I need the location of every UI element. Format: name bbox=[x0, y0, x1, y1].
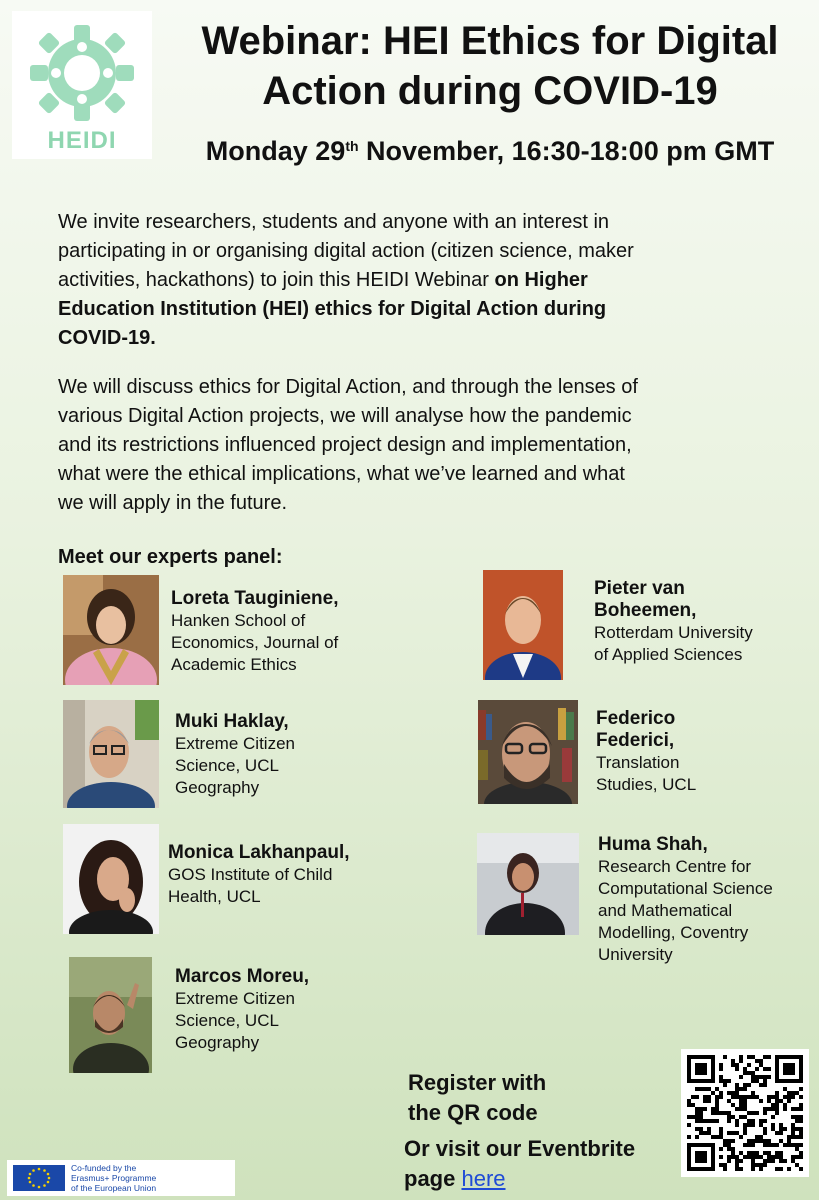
webinar-date bbox=[165, 136, 815, 167]
expert-affiliation-line: Studies, UCL bbox=[596, 775, 697, 794]
visit-line: Or visit our Eventbrite bbox=[404, 1136, 636, 1161]
expert-affiliation-line: Hanken School of bbox=[171, 611, 306, 630]
register-text bbox=[408, 1068, 588, 1128]
expert-name: Monica Lakhanpaul, bbox=[168, 842, 350, 863]
intro-line: and its restrictions influenced project design and implementation, bbox=[58, 434, 632, 456]
expert-text-huma bbox=[598, 834, 813, 966]
expert-affiliation-line: Health, UCL bbox=[168, 887, 261, 906]
date-sup: th bbox=[345, 138, 359, 154]
expert-text-loreta bbox=[171, 588, 391, 676]
expert-name: Boheemen, bbox=[594, 600, 697, 621]
expert-name: Loreta Tauginiene, bbox=[171, 588, 339, 609]
eu-flag-icon bbox=[13, 1165, 65, 1191]
expert-affiliation-line: Translation bbox=[596, 753, 680, 772]
intro-paragraph-2 bbox=[58, 373, 758, 518]
register-line: Register with bbox=[408, 1070, 547, 1095]
intro-line bbox=[58, 266, 758, 295]
intro-line: participating in or organising digital action (citizen science, maker bbox=[58, 240, 634, 262]
expert-affiliation-line: Extreme Citizen bbox=[175, 734, 295, 753]
expert-affiliation-line: Research Centre for bbox=[598, 857, 752, 876]
expert-name: Huma Shah, bbox=[598, 834, 708, 855]
expert-photo-federico bbox=[478, 700, 578, 804]
intro-bold-text: Education Institution (HEI) ethics for Digital Action during bbox=[58, 298, 607, 320]
expert-photo-loreta bbox=[63, 575, 159, 685]
register-line: the QR code bbox=[408, 1100, 538, 1125]
expert-affiliation-line: Academic Ethics bbox=[171, 655, 297, 674]
expert-affiliation-line: Extreme Citizen bbox=[175, 989, 295, 1008]
expert-text-federico bbox=[596, 708, 796, 796]
intro-bold-text: COVID-19. bbox=[58, 327, 156, 349]
title-line-1: Webinar: HEI Ethics for Digital bbox=[201, 19, 779, 63]
expert-text-monica bbox=[168, 842, 398, 908]
expert-text-pieter bbox=[594, 578, 804, 666]
eu-text-line: Erasmus+ Programme bbox=[71, 1173, 157, 1183]
expert-affiliation-line: Economics, Journal of bbox=[171, 633, 339, 652]
qr-code-icon bbox=[687, 1055, 803, 1171]
eventbrite-text bbox=[404, 1134, 684, 1194]
expert-affiliation-line: Geography bbox=[175, 1033, 260, 1052]
expert-affiliation-line: University bbox=[598, 945, 673, 964]
expert-affiliation-line: Rotterdam University bbox=[594, 623, 753, 642]
visit-line bbox=[404, 1164, 684, 1194]
expert-name: Pieter van bbox=[594, 578, 685, 599]
date-suffix: November, 16:30-18:00 pm GMT bbox=[358, 136, 775, 166]
intro-line: We will discuss ethics for Digital Action, and through the lenses of bbox=[58, 376, 638, 398]
expert-affiliation-line: Computational Science bbox=[598, 879, 773, 898]
expert-text-muki bbox=[175, 711, 375, 799]
heidi-gear-icon bbox=[25, 23, 139, 123]
intro-line-text: activities, hackathons) to join this HEIDI Webinar bbox=[58, 269, 495, 291]
webinar-title bbox=[165, 16, 815, 116]
intro-line: We invite researchers, students and anyone with an interest in bbox=[58, 211, 610, 233]
expert-affiliation-line: Modelling, Coventry bbox=[598, 923, 749, 942]
expert-affiliation-line: and Mathematical bbox=[598, 901, 733, 920]
expert-affiliation-line: Geography bbox=[175, 778, 260, 797]
eu-text bbox=[71, 1163, 156, 1193]
eu-text-line: Co-funded by the bbox=[71, 1163, 137, 1173]
expert-photo-huma bbox=[477, 833, 579, 935]
title-line-2: Action during COVID-19 bbox=[262, 69, 718, 113]
expert-name: Federico bbox=[596, 708, 676, 729]
intro-paragraph-1 bbox=[58, 208, 758, 353]
expert-text-marcos bbox=[175, 966, 375, 1054]
intro-line bbox=[58, 324, 758, 353]
intro-line bbox=[58, 295, 758, 324]
eventbrite-link[interactable]: here bbox=[461, 1166, 506, 1191]
expert-photo-pieter bbox=[483, 570, 563, 680]
expert-photo-marcos bbox=[69, 957, 152, 1073]
expert-affiliation-line: GOS Institute of Child bbox=[168, 865, 333, 884]
panel-title: Meet our experts panel: bbox=[58, 546, 283, 568]
qr-code[interactable] bbox=[681, 1049, 809, 1177]
eu-text-line: of the European Union bbox=[71, 1183, 157, 1193]
intro-line: we will apply in the future. bbox=[58, 492, 288, 514]
visit-prefix: page bbox=[404, 1166, 462, 1191]
expert-affiliation-line: Science, UCL bbox=[175, 756, 279, 775]
heidi-logo bbox=[12, 11, 152, 159]
expert-photo-muki bbox=[63, 700, 159, 808]
expert-name: Federici, bbox=[596, 730, 675, 751]
eu-funding-badge bbox=[7, 1160, 235, 1196]
date-prefix: Monday 29 bbox=[205, 136, 346, 166]
expert-photo-monica bbox=[63, 824, 159, 934]
expert-affiliation-line: Science, UCL bbox=[175, 1011, 279, 1030]
intro-line: various Digital Action projects, we will analyse how the pandemic bbox=[58, 405, 632, 427]
intro-bold-text: on Higher bbox=[494, 269, 588, 291]
expert-name: Muki Haklay, bbox=[175, 711, 289, 732]
expert-name: Marcos Moreu, bbox=[175, 966, 310, 987]
logo-text: HEIDI bbox=[47, 127, 117, 154]
expert-affiliation-line: of Applied Sciences bbox=[594, 645, 743, 664]
intro-line: what were the ethical implications, what we’ve learned and what bbox=[58, 463, 625, 485]
